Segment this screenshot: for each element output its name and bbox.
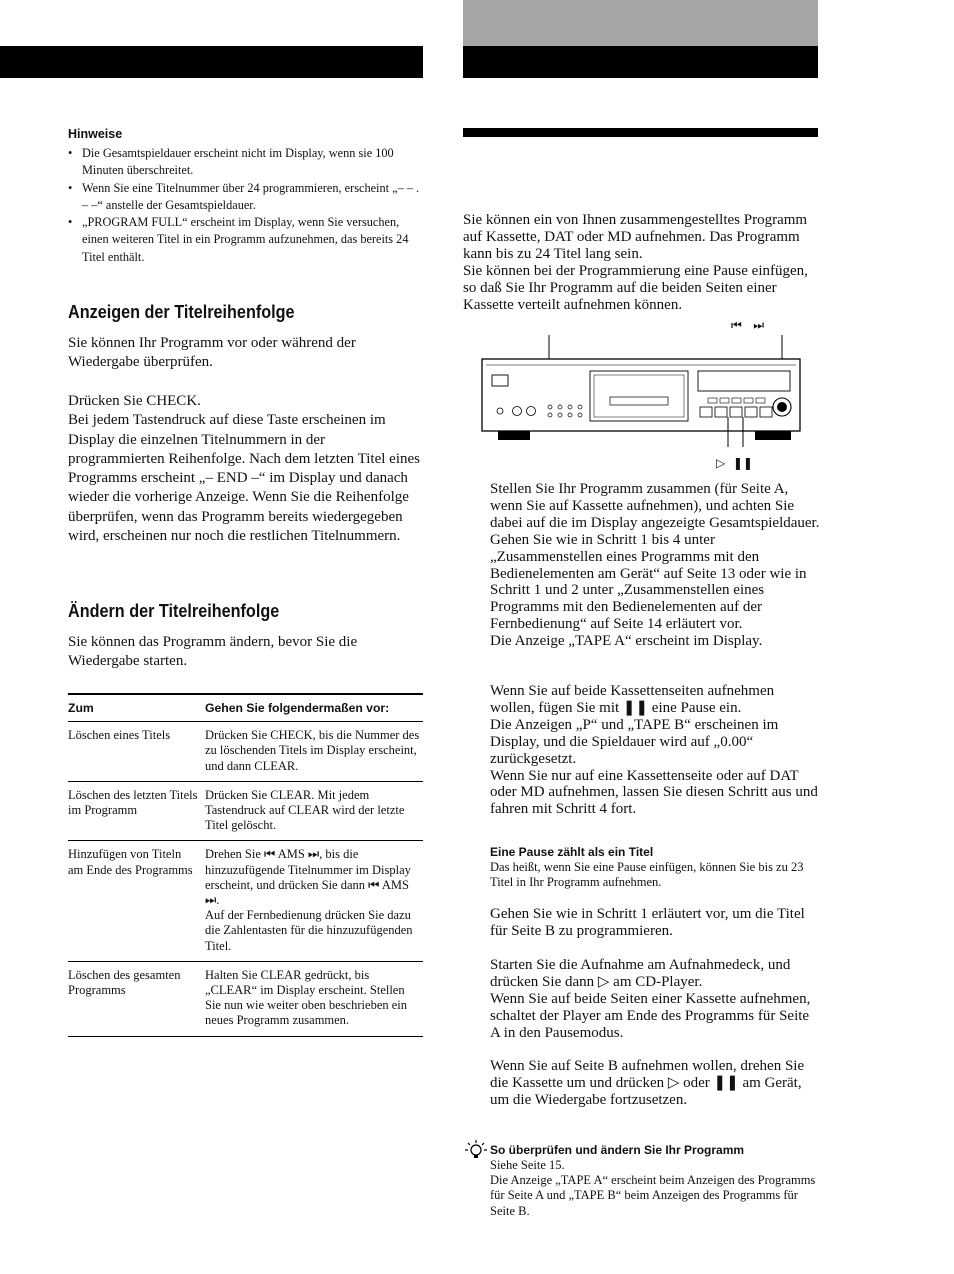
note-item: • Wenn Sie eine Titelnummer über 24 programmieren, erscheint „– – . – –“ anstelle der Gesamtspieldauer. — [68, 180, 420, 215]
section-rule — [463, 128, 818, 137]
header-bar-left — [0, 46, 423, 78]
table-cell-instruction: Drücken Sie CLEAR. Mit jedem Tastendruck auf CLEAR wird der letzte Titel gelöscht. — [205, 781, 423, 841]
table-row — [68, 841, 423, 961]
section-title-show-order: Anzeigen der Titelreihenfolge — [68, 302, 295, 322]
table-cell-action: Löschen des letzten Titels im Programm — [68, 781, 205, 841]
section-intro: Sie können Ihr Programm vor oder während der Wiedergabe überprüfen. — [68, 335, 356, 371]
play-pause-buttons-label: ▷ ❚❚ — [716, 456, 753, 470]
table-row — [68, 961, 423, 1036]
table-cell-action: Hinzufügen von Titeln am Ende des Programms — [68, 841, 205, 961]
section-body: Drücken Sie CHECK. Bei jedem Tastendruck auf diese Taste erscheinen im Display die einzelnen Titelnummern in der programmierten Reihenfolge. Nach dem letzten Titel eines Programms erscheint „– END –“ im Display und danach wieder die vorherige Anzeige. Wenn Sie die Reihenfolge überprüfen, wenn das Programm bereits wiedergegeben wird, erscheinen nur noch die restlichen Titelnummern. — [68, 393, 420, 545]
table-cell-instruction: Halten Sie CLEAR gedrückt, bis „CLEAR“ im Display erscheint. Stellen Sie nun wie weiter oben beschrieben ein neues Programm zusammen. — [205, 961, 423, 1036]
notes-list — [68, 145, 420, 266]
player-body — [482, 359, 800, 431]
cd-player-diagram — [478, 335, 823, 475]
table-header-col2: Gehen Sie folgendermaßen vor: — [205, 694, 423, 722]
pause-note-body: Das heißt, wenn Sie eine Pause einfügen, können Sie bis zu 23 Titel in Ihr Programm aufnehmen. — [490, 860, 804, 890]
tip-body: Siehe Seite 15. Die Anzeige „TAPE A“ erscheint beim Anzeigen des Programms für Seite A und „TAPE B“ beim Anzeigen des Programms für Seite B. — [490, 1158, 816, 1218]
step-2: Wenn Sie auf beide Kassettenseiten aufnehmen wollen, fügen Sie mit ❚❚ eine Pause ein. Die Anzeigen „P“ und „TAPE B“ erscheinen im Display, und die Spieldauer wird auf „0.00“ zurückgesetzt. Wenn Sie nur auf eine Kassettenseite oder auf DAT oder MD aufnehmen, lassen Sie diesen Schritt aus und fahren mit Schritt 4 fort. — [490, 683, 818, 818]
step-5: Wenn Sie auf Seite B aufnehmen wollen, drehen Sie die Kassette um und drücken ▷ oder ❚❚ am Gerät, um die Wiedergabe fortzusetzen. — [490, 1058, 805, 1108]
lightbulb-icon — [465, 1140, 487, 1162]
pause-note-title: Eine Pause zählt als ein Titel — [490, 845, 654, 859]
section-title-change-order: Ändern der Titelreihenfolge — [68, 601, 280, 621]
table-cell-action: Löschen des gesamten Programms — [68, 961, 205, 1036]
note-item: • „PROGRAM FULL“ erscheint im Display, wenn Sie versuchen, einen weiteren Titel in ein Programm aufzunehmen, das bereits 24 Titel enthält. — [68, 214, 420, 266]
ams-buttons-label: ⏮ ⏭ — [731, 318, 765, 332]
record-intro: Sie können ein von Ihnen zusammengestelltes Programm auf Kassette, DAT oder MD aufnehmen. Das Programm kann bis zu 24 Titel lang sein. Sie können bei der Programmierung eine Pause einfügen, so daß Sie Ihr Programm auf die beiden Seiten einer Kassette verteilt aufnehmen können. — [463, 212, 808, 313]
header-bar-right — [463, 46, 818, 78]
table-row — [68, 722, 423, 782]
change-order-table — [68, 693, 423, 1037]
table-header-col1: Zum — [68, 694, 205, 722]
notes-title: Hinweise — [68, 127, 123, 141]
tip-title: So überprüfen und ändern Sie Ihr Programm — [490, 1143, 745, 1157]
step-4: Starten Sie die Aufnahme am Aufnahmedeck, und drücken Sie dann ▷ am CD-Player. Wenn Sie auf beide Seiten einer Kassette aufnehmen, schaltet der Player am Ende des Programms für Seite A in den Pausemodus. — [490, 957, 811, 1041]
ams-dial-center — [777, 402, 787, 412]
header-tab-gray — [463, 0, 818, 46]
step-3: Gehen Sie wie in Schritt 1 erläutert vor, um die Titel für Seite B zu programmieren. — [490, 906, 805, 939]
step-1: Stellen Sie Ihr Programm zusammen (für Seite A, wenn Sie auf Kassette aufnehmen), und achten Sie dabei auf die im Display angezeigte Gesamtspieldauer. Gehen Sie wie in Schritt 1 bis 4 unter „Zusammenstellen eines Programms mit den Bedienelementen am Gerät“ auf Seite 13 oder wie in Schritt 1 und 2 unter „Zusammenstellen eines Programms mit den Bedienelementen auf der Fernbedienung“ auf Seite 14 erläutert vor. Die Anzeige „TAPE A“ erscheint im Display. — [490, 481, 820, 650]
table-cell-action: Löschen eines Titels — [68, 722, 205, 782]
table-cell-instruction: Drehen Sie ⏮ AMS ⏭, bis die hinzuzufügende Titelnummer im Display erscheint, und drücken Sie dann ⏮ AMS ⏭. Auf der Fernbedienung drücken Sie dazu die Zahlentasten für die hinzuzufügenden Titel. — [205, 841, 423, 961]
section-intro: Sie können das Programm ändern, bevor Sie die Wiedergabe starten. — [68, 634, 358, 670]
table-cell-instruction: Drücken Sie CHECK, bis die Nummer des zu löschenden Titels im Display erscheint, und dann CLEAR. — [205, 722, 423, 782]
note-item: • Die Gesamtspieldauer erscheint nicht im Display, wenn sie 100 Minuten überschreitet. — [68, 145, 420, 180]
table-row — [68, 781, 423, 841]
player-foot-right — [755, 431, 791, 440]
player-foot-left — [498, 431, 530, 440]
